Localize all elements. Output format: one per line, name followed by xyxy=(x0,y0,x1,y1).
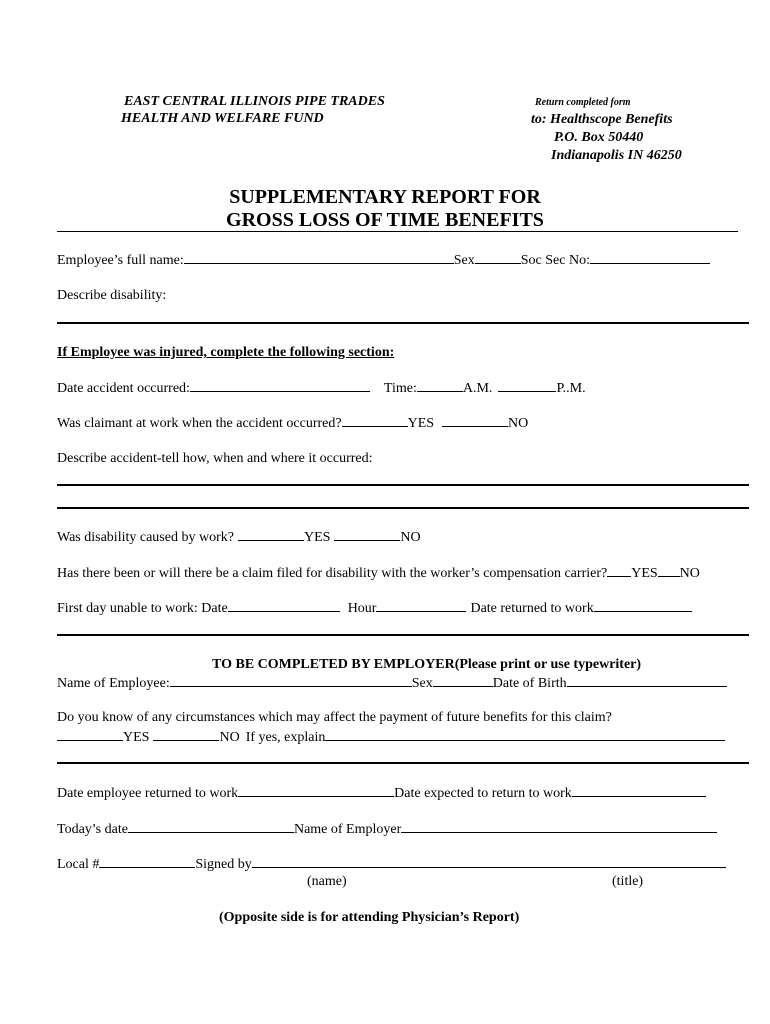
expected-return-label: Date expected to return to work xyxy=(394,786,572,801)
signature-row xyxy=(57,855,726,874)
return-to: to: Healthscope Benefits xyxy=(531,112,673,127)
comp-claim-question: Has there been or will there be a claim filed for disability with the worker’s compensation carrier? xyxy=(57,566,608,581)
accident-date-field[interactable] xyxy=(190,379,370,392)
caused-no-label: NO xyxy=(400,530,421,545)
signed-by-label: Signed by xyxy=(195,857,252,872)
injury-heading: If Employee was injured, complete the following section: xyxy=(57,345,395,360)
comp-yes-field[interactable] xyxy=(607,564,631,577)
local-label: Local # xyxy=(57,857,100,872)
circumstances-yes-field[interactable] xyxy=(57,728,123,741)
ssn-label: Soc Sec No: xyxy=(520,253,590,268)
fund-name-line1: EAST CENTRAL ILLINOIS PIPE TRADES xyxy=(124,94,385,109)
caused-yes-label: YES xyxy=(303,530,331,545)
title-underline xyxy=(57,231,738,232)
hour-field[interactable] xyxy=(376,599,466,612)
explain-label: If yes, explain xyxy=(245,730,326,745)
sex-field[interactable] xyxy=(475,251,521,264)
employee-name-employer-row xyxy=(57,674,727,693)
ssn-field[interactable] xyxy=(590,251,710,264)
expected-return-field[interactable] xyxy=(572,784,706,797)
full-name-field[interactable] xyxy=(184,251,454,264)
employer-name-field[interactable] xyxy=(401,820,717,833)
at-work-row xyxy=(57,414,528,433)
am-label: A.M. xyxy=(462,381,493,396)
return-label: Return completed form xyxy=(535,97,631,108)
today-date-field[interactable] xyxy=(128,820,294,833)
signature-field[interactable] xyxy=(252,855,726,868)
describe-disability-label: Describe disability: xyxy=(57,288,167,303)
form-title-line1: SUPPLEMENTARY REPORT FOR xyxy=(229,186,541,208)
employer-name-label: Name of Employer xyxy=(293,822,402,837)
title-caption: (title) xyxy=(612,874,644,889)
caused-yes-field[interactable] xyxy=(238,528,304,541)
physician-report-note: (Opposite side is for attending Physician’s Report) xyxy=(219,910,520,925)
pm-label: P..M. xyxy=(556,381,586,396)
comp-no-label: NO xyxy=(679,566,700,581)
circumstances-no-label: NO xyxy=(219,730,240,745)
employer-heading: TO BE COMPLETED BY EMPLOYER(Please print or use typewriter) xyxy=(212,657,642,672)
return-dates-row xyxy=(57,784,706,803)
first-day-row xyxy=(57,599,692,618)
at-work-question: Was claimant at work when the accident occurred? xyxy=(57,416,342,431)
today-date-label: Today’s date xyxy=(57,822,128,837)
comp-no-field[interactable] xyxy=(658,564,680,577)
date-returned-label: Date returned to work xyxy=(470,601,594,616)
dob-field[interactable] xyxy=(567,674,727,687)
name-caption: (name) xyxy=(307,874,347,889)
at-work-no-field[interactable] xyxy=(442,414,508,427)
describe-accident-label: Describe accident-tell how, when and where it occurred: xyxy=(57,451,373,466)
sex-label: Sex xyxy=(453,253,475,268)
section-divider xyxy=(57,762,749,764)
return-address-line1: P.O. Box 50440 xyxy=(554,130,644,145)
caused-by-work-row xyxy=(57,528,421,547)
employer-sex-field[interactable] xyxy=(433,674,493,687)
circumstances-answer-row xyxy=(57,728,725,747)
hour-label: Hour xyxy=(347,601,377,616)
section-divider xyxy=(57,322,749,324)
comp-yes-label: YES xyxy=(631,566,658,581)
employee-returned-label: Date employee returned to work xyxy=(57,786,239,801)
comp-claim-row xyxy=(57,564,700,583)
first-day-date-field[interactable] xyxy=(228,599,340,612)
time-pm-field[interactable] xyxy=(498,379,556,392)
employer-sex-label: Sex xyxy=(411,676,433,691)
circumstances-no-field[interactable] xyxy=(153,728,219,741)
date-returned-field[interactable] xyxy=(594,599,692,612)
form-title-line2: GROSS LOSS OF TIME BENEFITS xyxy=(226,209,544,231)
first-day-label: First day unable to work: Date xyxy=(57,601,228,616)
full-name-label: Employee’s full name: xyxy=(57,253,184,268)
employer-employee-name-label: Name of Employee: xyxy=(57,676,170,691)
today-employer-row xyxy=(57,820,717,839)
section-divider xyxy=(57,634,749,636)
at-work-yes-field[interactable] xyxy=(342,414,408,427)
at-work-no-label: NO xyxy=(508,416,529,431)
dob-label: Date of Birth xyxy=(492,676,567,691)
explain-field[interactable] xyxy=(325,728,725,741)
at-work-yes-label: YES xyxy=(407,416,435,431)
time-label: Time: xyxy=(383,381,417,396)
circumstances-question: Do you know of any circumstances which may affect the payment of future benefits for this claim? xyxy=(57,710,612,725)
caused-no-field[interactable] xyxy=(334,528,400,541)
employer-employee-name-field[interactable] xyxy=(170,674,412,687)
accident-date-row xyxy=(57,379,586,398)
accident-date-label: Date accident occurred: xyxy=(57,381,190,396)
employee-name-row xyxy=(57,251,710,270)
accident-line-1[interactable] xyxy=(57,484,749,486)
accident-line-2[interactable] xyxy=(57,507,749,509)
circumstances-yes-label: YES xyxy=(123,730,150,745)
caused-by-work-question: Was disability caused by work? xyxy=(57,530,234,545)
employee-returned-field[interactable] xyxy=(238,784,394,797)
fund-name-line2: HEALTH AND WELFARE FUND xyxy=(121,111,324,126)
return-address-line2: Indianapolis IN 46250 xyxy=(551,148,682,163)
local-field[interactable] xyxy=(99,855,195,868)
time-am-field[interactable] xyxy=(417,379,463,392)
